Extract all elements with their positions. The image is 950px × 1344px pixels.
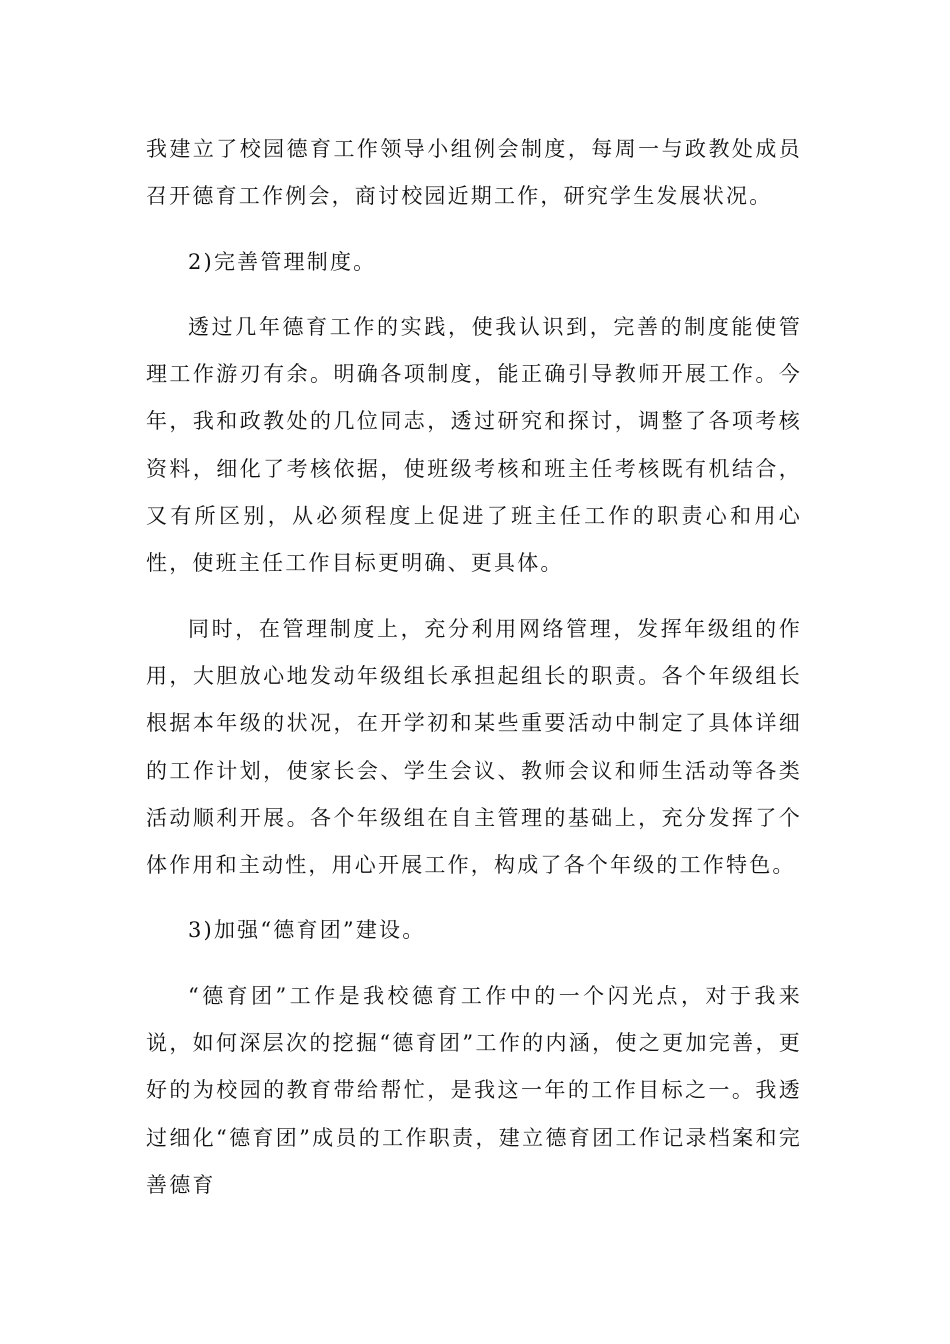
document-body	[146, 126, 802, 1227]
section-heading-moral-education-group: 3)加强“德育团”建设。	[188, 918, 426, 943]
paragraph-weekly-meeting: 我建立了校园德育工作领导小组例会制度，每周一与政教处成员召开德育工作例会，商讨校园近期工作，研究学生发展状况。	[146, 137, 802, 209]
paragraph-system-practice: 透过几年德育工作的实践，使我认识到，完善的制度能使管理工作游刃有余。明确各项制度，能正确引导教师开展工作。今年，我和政教处的几位同志，透过研究和探讨，调整了各项考核资料，细化了考核依据，使班级考核和班主任考核既有机结合，又有所区别，从必须程度上促进了班主任工作的职责心和用心性，使班主任工作目标更明确、更具体。	[146, 314, 802, 576]
section-heading-management-system: 2)完善管理制度。	[188, 249, 377, 274]
paragraph-moral-education-group: “德育团”工作是我校德育工作中的一个闪光点，对于我来说，如何深层次的挖掘“德育团”工作的内涵，使之更加完善，更好的为校园的教育带给帮忙，是我这一年的工作目标之一。我透过细化“德育团”成员的工作职责，建立德育团工作记录档案和完善德育	[146, 983, 802, 1197]
paragraph-grade-group-management: 同时，在管理制度上，充分利用网络管理，发挥年级组的作用，大胆放心地发动年级组长承担起组长的职责。各个年级组长根据本年级的状况，在开学初和某些重要活动中制定了具体详细的工作计划，使家长会、学生会议、教师会议和师生活动等各类活动顺利开展。各个年级组在自主管理的基础上，充分发挥了个体作用和主动性，用心开展工作，构成了各个年级的工作特色。	[146, 616, 802, 878]
